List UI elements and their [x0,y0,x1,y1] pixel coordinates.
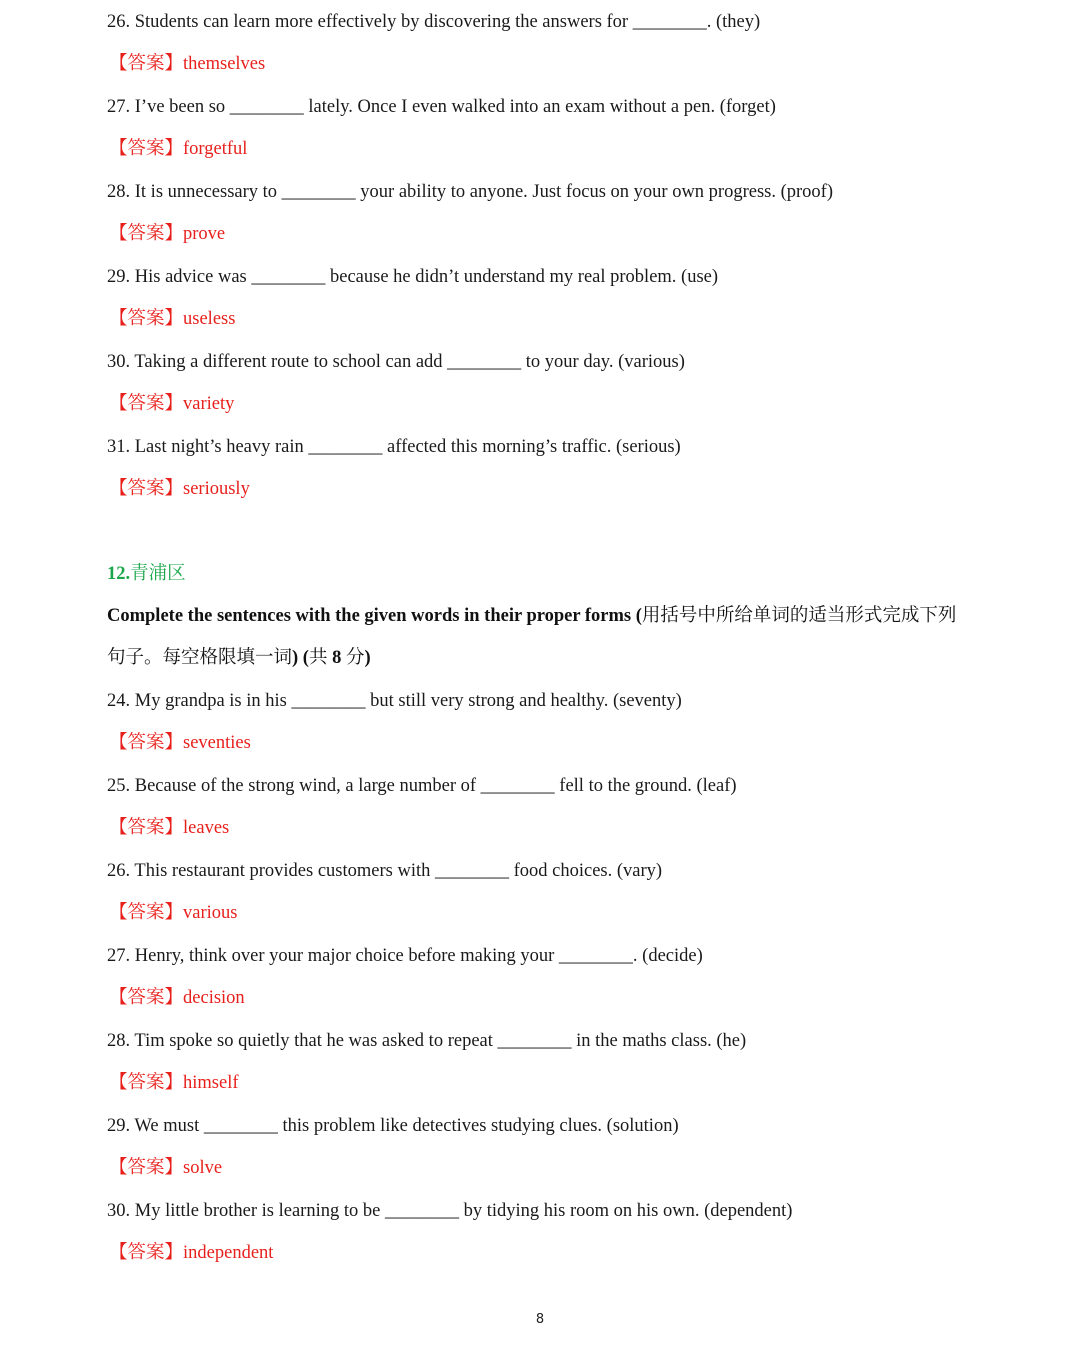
answer-label: 【答案】 [109,1243,184,1263]
instruction-line-1 [107,604,956,628]
instruction-tail-b: ) [364,648,371,668]
answer-text: variety [183,394,235,414]
answer-label: 【答案】 [109,818,184,838]
answer-label: 【答案】 [109,479,184,499]
question-a-27: 27. I’ve been so ________ lately. Once I even walked into an exam without a pen. (forget) [107,97,776,117]
answer-a-30 [109,392,234,416]
answer-label: 【答案】 [109,903,184,923]
instruction-cn-2: 句子。每空格限填一词 [107,648,293,668]
answer-label: 【答案】 [109,988,184,1008]
answer-a-27 [109,137,247,161]
question-b-27: 27. Henry, think over your major choice before making your ________. (decide) [107,946,703,966]
answer-text: independent [183,1243,274,1263]
answer-b-25 [109,816,229,840]
answer-label: 【答案】 [109,1158,184,1178]
answer-label: 【答案】 [109,224,184,244]
instruction-en: Complete the sentences with the given words in their proper forms ( [107,606,642,626]
section-district: 青浦区 [130,564,186,584]
answer-b-30 [109,1241,273,1265]
answer-a-28 [109,222,225,246]
answer-text: seventies [183,733,251,753]
instruction-cn-3: 共 [308,648,333,668]
answer-b-28 [109,1071,239,1095]
answer-text: seriously [183,479,250,499]
answer-text: decision [183,988,245,1008]
question-b-26: 26. This restaurant provides customers with ________ food choices. (vary) [107,861,663,881]
answer-b-24 [109,731,251,755]
question-a-31: 31. Last night’s heavy rain ________ affected this morning’s traffic. (serious) [107,437,681,457]
answer-b-29 [109,1156,222,1180]
answer-label: 【答案】 [109,309,184,329]
answer-label: 【答案】 [109,54,184,74]
answer-label: 【答案】 [109,733,184,753]
answer-a-31 [109,477,250,501]
question-a-26: 26. Students can learn more effectively by discovering the answers for ________. (they) [107,12,761,32]
answer-a-29 [109,307,235,331]
answer-text: prove [183,224,226,244]
answer-b-26 [109,901,237,925]
question-b-25: 25. Because of the strong wind, a large number of ________ fell to the ground. (leaf) [107,776,737,796]
question-a-29: 29. His advice was ________ because he didn’t understand my real problem. (use) [107,267,719,287]
question-a-28: 28. It is unnecessary to ________ your ability to anyone. Just focus on your own progress. (proof) [107,182,834,202]
question-b-29: 29. We must ________ this problem like detectives studying clues. (solution) [107,1116,679,1136]
instruction-line-2 [107,646,371,670]
instruction-points: 8 [332,648,342,668]
instruction-cn-4: 分 [341,648,365,668]
answer-text: forgetful [183,139,248,159]
question-b-28: 28. Tim spoke so quietly that he was asked to repeat ________ in the maths class. (he) [107,1031,747,1051]
answer-text: solve [183,1158,223,1178]
question-a-30: 30. Taking a different route to school can add ________ to your day. (various) [107,352,685,372]
section-number: 12. [107,564,131,584]
answer-text: useless [183,309,236,329]
answer-text: themselves [183,54,266,74]
section-heading [107,562,186,586]
instruction-tail-a: ) ( [292,648,309,668]
answer-label: 【答案】 [109,394,184,414]
answer-text: himself [183,1073,239,1093]
answer-text: various [183,903,238,923]
answer-a-26 [109,52,265,76]
answer-b-27 [109,986,245,1010]
answer-label: 【答案】 [109,139,184,159]
answer-text: leaves [183,818,230,838]
instruction-cn-1: 用括号中所给单词的适当形式完成下列 [641,606,957,626]
page-number: 8 [535,1312,545,1327]
question-b-30: 30. My little brother is learning to be ________ by tidying his room on his own. (dependent) [107,1201,793,1221]
question-b-24: 24. My grandpa is in his ________ but still very strong and healthy. (seventy) [107,691,682,711]
answer-label: 【答案】 [109,1073,184,1093]
